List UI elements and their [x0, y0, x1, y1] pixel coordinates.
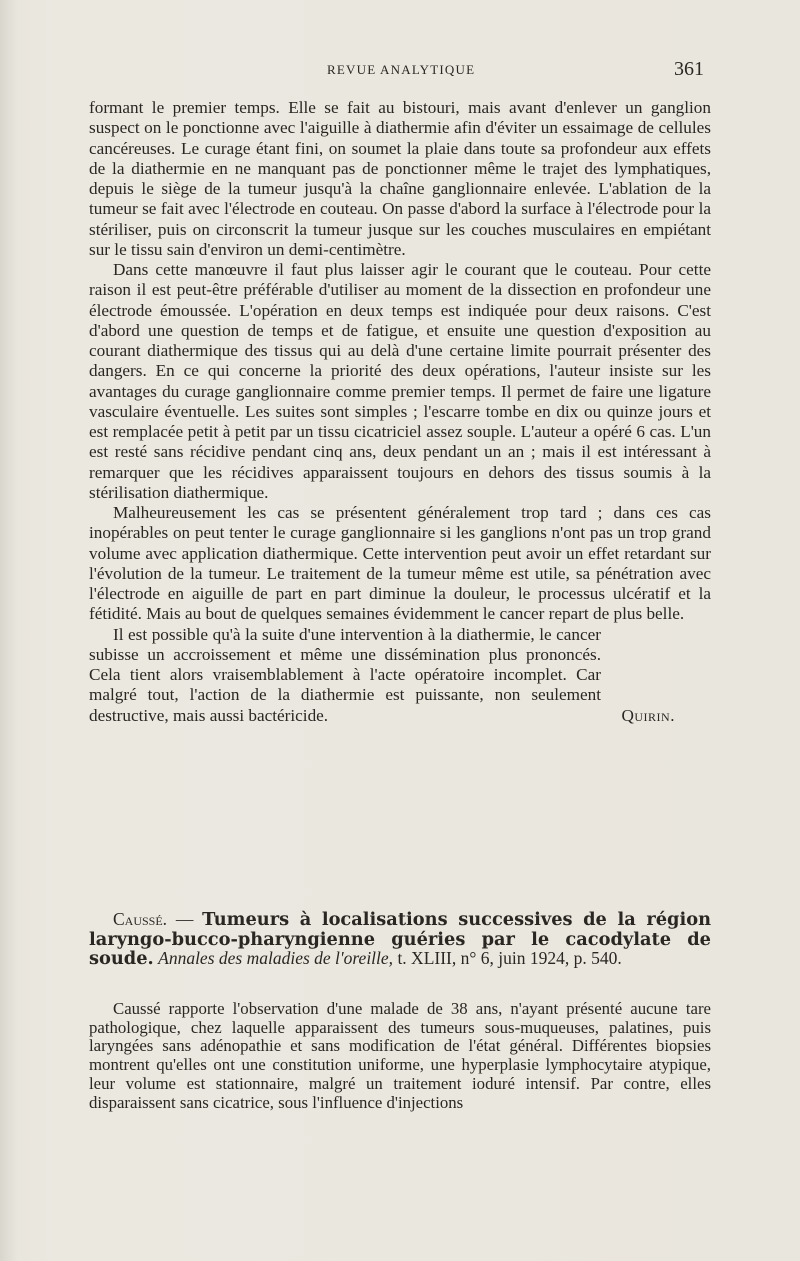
- paragraph: Dans cette manœuvre il faut plus laisser agir le courant que le couteau. Pour cette raison il est peut-être préférable d'utiliser au moment de la dissection en profondeur une électrode émoussée. L'opération en deux temps est indiquée pour deux raisons. C'est d'abord une question de temps et de fatigue, et ensuite une question d'exposition au courant diathermique des tissus qui au delà d'une certaine limite pourrait présenter des dangers. En ce qui concerne la priorité des deux opérations, l'auteur insiste sur les avantages du curage ganglionnaire comme premier temps. Il permet de faire une ligature vasculaire éventuelle. Les suites sont simples ; l'escarre tombe en dix ou quinze jours et est remplacée petit à petit par un tissu cicatriciel assez souple. L'auteur a opéré 6 cas. L'un est resté sans récidive pendant cinq ans, deux pendant un an ; mais il est intéressant à remarquer que les récidives apparaissent toujours en dehors des tissus soumis à la stérilisation diathermique.: [89, 260, 711, 502]
- running-head: REVUE ANALYTIQUE: [327, 62, 476, 77]
- page-number: 361: [674, 58, 704, 80]
- paragraph: formant le premier temps. Elle se fait au bistouri, mais avant d'enlever un ganglion suspect on le ponctionne avec l'aiguille à diathermie afin d'éviter un essaimage de cellules cancéreuses. Le curage étant fini, on soumet la plaie dans toute sa profondeur aux effets de la diathermie en ne manquant pas de ponctionner même le trajet des lymphatiques, depuis le siège de la tumeur jusqu'à la chaîne ganglionnaire enlevée. L'ablation de la tumeur se fait avec l'électrode en couteau. On passe d'abord la surface à l'électrode pour la stériliser, puis on circonscrit la tumeur jusque sur les couches musculaires en empiétant sur le tissu sain d'environ un demi-centimètre.: [89, 98, 711, 259]
- heading-dash: —: [167, 909, 203, 929]
- review-body-2: [89, 1000, 711, 1112]
- paragraph: Il est possible qu'à la suite d'une intervention à la diathermie, le cancer subisse un accroissement et même une dissémination plus prononcés. Cela tient alors vraisemblablement à l'acte opératoire incomplet. Car malgré tout, l'action de la diathermie est puissante, non seulement destructive, mais aussi bactéricide.: [89, 624, 601, 725]
- citation-details: t. XLIII, n° 6, juin 1924, p. 540.: [393, 948, 622, 968]
- journal-name: Annales des maladies de l'oreille,: [158, 948, 394, 968]
- review-body: [89, 98, 711, 726]
- article-author: Caussé.: [113, 909, 168, 929]
- paragraph: Caussé rapporte l'observation d'une malade de 38 ans, n'ayant présenté aucune tare pathologique, chez laquelle apparaissent des tumeurs sous-muqueuses, palatines, puis laryngées sans adénopathie et sans modification de l'état général. Différentes biopsies montrent qu'elles ont une constitution uniforme, une hyperplasie lymphocytaire atypique, leur volume est stationnaire, malgré un traitement ioduré intensif. Par contre, elles disparaissent sans cicatrice, sous l'influence d'injections: [89, 999, 711, 1112]
- closing-paragraph: [89, 625, 711, 726]
- article-title: Tumeurs à localisations successives de la région laryngo-bucco-pharyngienne guéries par le cacodylate de soude.: [89, 909, 712, 969]
- reviewer-signature: Quirin.: [621, 705, 675, 725]
- page-header: [0, 58, 800, 86]
- article-heading: [89, 910, 711, 969]
- paragraph: Malheureusement les cas se présentent généralement trop tard ; dans ces cas inopérables on peut tenter le curage ganglionnaire si les ganglions n'ont pas un trop grand volume avec application diathermique. Cette intervention peut avoir un effet retardant sur l'évolution de la tumeur. Le traitement de la tumeur même est utile, sa pénétration avec l'électrode en aiguille de part en part diminue la douleur, le processus ulcératif et la fétidité. Mais au bout de quelques semaines évidemment le cancer repart de plus belle.: [89, 503, 711, 624]
